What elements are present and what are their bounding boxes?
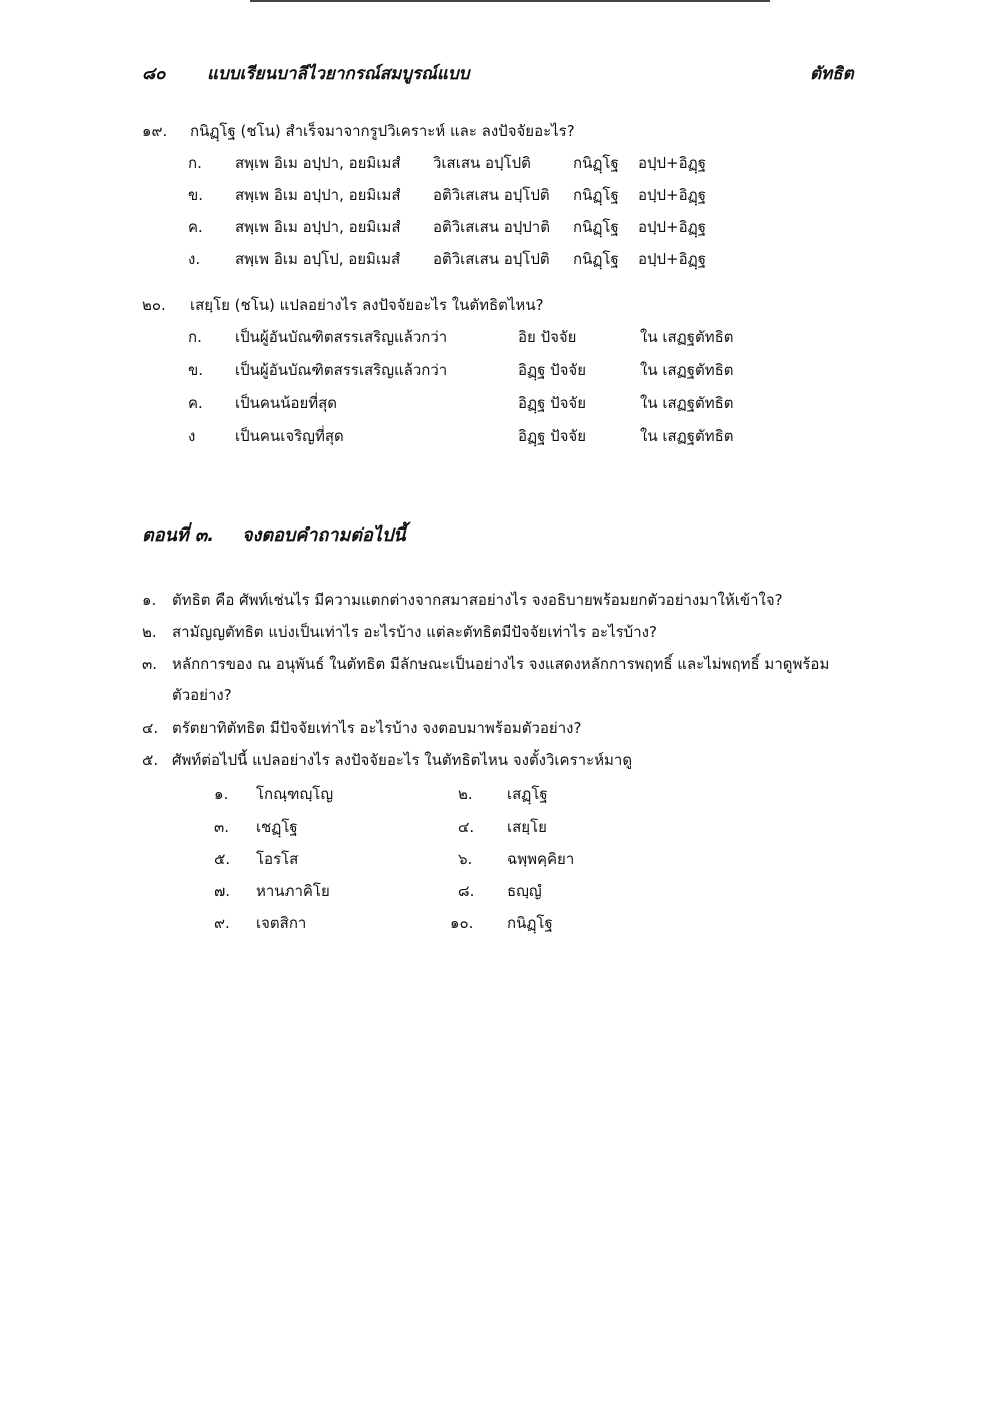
word-number: ๑๐. xyxy=(450,914,474,932)
option-text-1: สพฺเพ อิเม อปฺโป, อยมิเมสํ xyxy=(235,250,401,268)
option-text-2: อติวิเสเสน อปฺโปติ xyxy=(433,250,550,268)
book-title: แบบเรียนบาลีไวยากรณ์สมบูรณ์แบบ xyxy=(207,64,470,84)
word-text: เสฏฺโฐ xyxy=(507,785,548,803)
option-text-4: อปฺป+อิฏฺฐ xyxy=(638,250,706,268)
part-3-heading xyxy=(142,520,406,549)
word-number: ๑. xyxy=(214,785,229,803)
word-text: หานภาคิโย xyxy=(256,882,330,900)
page-number: ๘๐ xyxy=(142,64,166,84)
part-3-title: ตอนที่ ๓. xyxy=(142,525,215,546)
word-number: ๒. xyxy=(458,785,473,803)
word-number: ๗. xyxy=(214,882,231,900)
item-number: ๕. xyxy=(142,751,159,769)
part-3-instruction: จงตอบคำถามต่อไปนี้ xyxy=(242,525,406,546)
option-label: ข. xyxy=(188,186,204,204)
item-text-continued: ตัวอย่าง? xyxy=(172,686,232,704)
item-number: ๒. xyxy=(142,623,157,641)
top-edge-line xyxy=(250,0,770,2)
option-text-3: กนิฏฺโฐ xyxy=(573,186,619,204)
word-number: ๙. xyxy=(214,914,230,932)
option-text-2: วิเสเสน อปฺโปติ xyxy=(433,154,531,172)
option-text-1: สพฺเพ อิเม อปฺปา, อยมิเมสํ xyxy=(235,186,401,204)
option-text-3: กนิฏฺโฐ xyxy=(573,250,619,268)
word-text: เชฏฺโฐ xyxy=(256,818,298,836)
option-text-2: อิฏฺฐ ปัจจัย xyxy=(518,394,587,412)
option-text-3: ใน เสฏฐตัทธิต xyxy=(640,427,734,445)
word-number: ๔. xyxy=(458,818,475,836)
option-label: ก. xyxy=(188,154,202,172)
option-text-4: อปฺป+อิฏฺฐ xyxy=(638,218,706,236)
word-text: โอรโส xyxy=(256,850,299,868)
option-text-1: เป็นคนน้อยที่สุด xyxy=(235,394,338,412)
item-number: ๓. xyxy=(142,655,158,673)
item-number: ๑. xyxy=(142,591,157,609)
question-number: ๑๙. xyxy=(142,122,168,140)
chapter-title: ตัทธิต xyxy=(810,64,854,84)
word-text: โกณฺฑญฺโญ xyxy=(256,785,334,803)
word-text: ธญฺญํ xyxy=(507,882,542,900)
word-number: ๘. xyxy=(458,882,475,900)
option-text-3: ใน เสฏฐตัทธิต xyxy=(640,328,734,346)
question-number: ๒๐. xyxy=(142,296,166,314)
word-text: ฉพฺพคฺคิยา xyxy=(507,850,575,868)
item-number: ๔. xyxy=(142,719,159,737)
option-text-1: สพฺเพ อิเม อปฺปา, อยมิเมสํ xyxy=(235,154,401,172)
option-text-1: สพฺเพ อิเม อปฺปา, อยมิเมสํ xyxy=(235,218,401,236)
option-text-3: ใน เสฏฐตัทธิต xyxy=(640,361,734,379)
option-label: ค. xyxy=(188,394,203,412)
option-text-1: เป็นคนเจริญที่สุด xyxy=(235,427,344,445)
option-label: ง xyxy=(188,427,196,445)
item-text: ตรัตยาทิตัทธิต มีปัจจัยเท่าไร อะไรบ้าง จงตอบมาพร้อมตัวอย่าง? xyxy=(172,719,582,737)
option-text-3: กนิฏฺโฐ xyxy=(573,218,619,236)
option-text-2: อิฏฺฐ ปัจจัย xyxy=(518,361,587,379)
option-text-4: อปฺป+อิฏฺฐ xyxy=(638,154,706,172)
word-text: เจตสิกา xyxy=(256,914,307,932)
option-text-3: ใน เสฏฐตัทธิต xyxy=(640,394,734,412)
item-text: สามัญญตัทธิต แบ่งเป็นเท่าไร อะไรบ้าง แต่ละตัทธิตมีปัจจัยเท่าไร อะไรบ้าง? xyxy=(172,623,657,641)
option-label: ง. xyxy=(188,250,201,268)
word-number: ๖. xyxy=(458,850,473,868)
word-text: เสยฺโย xyxy=(507,818,547,836)
option-text-2: อิฏฺฐ ปัจจัย xyxy=(518,427,587,445)
option-text-3: กนิฏฺโฐ xyxy=(573,154,619,172)
question-text: กนิฏฺโฐ (ชโน) สำเร็จมาจากรูปวิเคราะห์ และ ลงปัจจัยอะไร? xyxy=(190,122,575,140)
item-text: ตัทธิต คือ ศัพท์เช่นไร มีความแตกต่างจากสมาสอย่างไร จงอธิบายพร้อมยกตัวอย่างมาให้เข้าใจ? xyxy=(172,591,783,609)
option-label: ก. xyxy=(188,328,202,346)
option-label: ข. xyxy=(188,361,204,379)
word-number: ๕. xyxy=(214,850,231,868)
option-text-2: อิย ปัจจัย xyxy=(518,328,577,346)
option-label: ค. xyxy=(188,218,203,236)
option-text-4: อปฺป+อิฏฺฐ xyxy=(638,186,706,204)
option-text-1: เป็นผู้อันบัณฑิตสรรเสริญแล้วกว่า xyxy=(235,328,448,346)
item-text: ศัพท์ต่อไปนี้ แปลอย่างไร ลงปัจจัยอะไร ในตัทธิตไหน จงตั้งวิเคราะห์มาดู xyxy=(172,751,633,769)
option-text-2: อติวิเสเสน อปฺโปติ xyxy=(433,186,550,204)
option-text-2: อติวิเสเสน อปฺปาติ xyxy=(433,218,550,236)
word-text: กนิฏฺโฐ xyxy=(507,914,553,932)
option-text-1: เป็นผู้อันบัณฑิตสรรเสริญแล้วกว่า xyxy=(235,361,448,379)
item-text: หลักการของ ณ อนุพันธ์ ในตัทธิต มีลักษณะเป็นอย่างไร จงแสดงหลักการพฤทธิ์ และไม่พฤทธิ์ มาดูพร้อม xyxy=(172,655,830,673)
question-text: เสยฺโย (ชโน) แปลอย่างไร ลงปัจจัยอะไร ในตัทธิตไหน? xyxy=(190,296,544,314)
word-number: ๓. xyxy=(214,818,230,836)
